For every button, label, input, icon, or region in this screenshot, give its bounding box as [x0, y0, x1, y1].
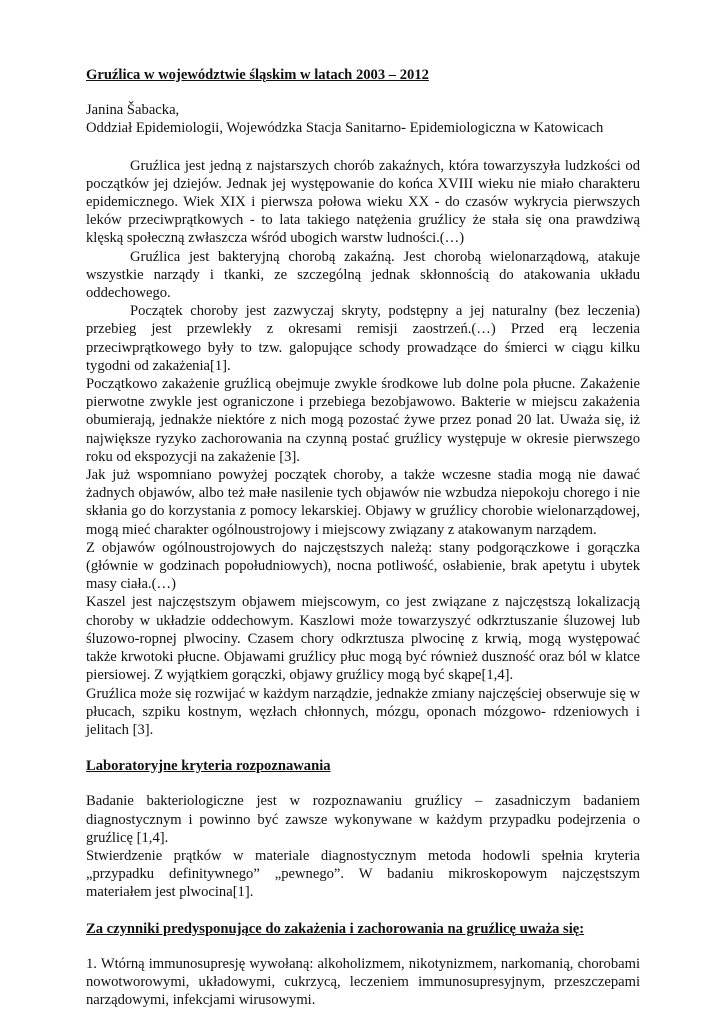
document-page	[86, 66, 640, 1009]
body-paragraph: Początkowo zakażenie gruźlicą obejmuje zwykle środkowe lub dolne pola płucne. Zakażenie pierwotne zwykle jest ograniczone i przebiega bezobjawowo. Bakterie w miejscu zakażenia obumierają, jednakże niektóre z nich mogą pozostać żywe przez ponad 20 lat. Uważa się, iż największe ryzyko zachorowania na czynną postać gruźlicy występuje w okresie pierwszego roku od ekspozycji na zakażenie [3].	[86, 376, 640, 465]
intro-paragraph: Gruźlica jest jedną z najstarszych chorób zakaźnych, która towarzyszyła ludzkości od początków jej dziejów. Jednak jej występowanie do końca XVIII wieku nie miało charakteru epidemicznego. Wiek XIX i pierwsza połowa wieku XX - do czasów wykrycia pierwszych leków przeciwprątkowych - to lata takiego natężenia gruźlicy że stała się ona prawdziwą klęską społeczną zwłaszcza wśród ubogich warstw ludności.(…)	[86, 157, 640, 247]
intro-paragraph: Początek choroby jest zazwyczaj skryty, podstępny a jej naturalny (bez leczenia) przebieg jest przewlekły z okresami remisji zaostrzeń.(…) Przed erą leczenia przeciwprątkowego były to tzw. galopujące schody prowadzące do śmierci w ciągu kilku tygodni od zakażenia[1].	[86, 303, 640, 374]
lab-paragraph: Stwierdzenie prątków w materiale diagnostycznym metoda hodowli spełnia kryteria „przypadku definitywnego” „pewnego”. W badaniu mikroskopowym najczęstszym materiałem jest plwocina[1].	[86, 847, 640, 901]
author-affiliation: Oddział Epidemiologii, Wojewódzka Stacja Sanitarno- Epidemiologiczna w Katowicach	[86, 120, 604, 137]
section-heading-lab-criteria: Laboratoryjne kryteria rozpoznawania	[86, 758, 331, 775]
body-paragraph: Z objawów ogólnoustrojowych do najczęstszych należą: stany podgorączkowe i gorączka (głównie w godzinach popołudniowych), nocna potliwość, osłabienie, brak apetytu i ubytek masy ciała.(…)	[86, 539, 640, 593]
document-title: Gruźlica w województwie śląskim w latach 2003 – 2012	[86, 67, 429, 83]
lab-paragraph: Badanie bakteriologiczne jest w rozpoznawaniu gruźlicy – zasadniczym badaniem diagnostycznym i powinno być zawsze wykonywane w każdym przypadku podejrzenia o gruźlicę [1,4].	[86, 793, 640, 846]
author-name: Janina Šabacka,	[86, 102, 180, 119]
intro-paragraph: Gruźlica jest bakteryjną chorobą zakaźną. Jest chorobą wielonarządową, atakuje wszystkie narządy i tkanki, ze szczególną jednak skłonnością do atakowania układu oddechowego.	[86, 248, 640, 302]
section-heading-risk-factors: Za czynniki predysponujące do zakażenia i zachorowania na gruźlicę uważa się:	[86, 920, 585, 937]
body-paragraph: Kaszel jest najczęstszym objawem miejscowym, co jest związane z najczęstszą lokalizacją choroby w układzie oddechowym. Kaszlowi może towarzyszyć odkrztuszanie śluzowej lub śluzowo-ropnej plwociny. Czasem chory odkrztusza plwocinę z krwią, mogą występować także krwotoki płucne. Objawami gruźlicy płuc mogą być również duszność oraz ból w klatce piersiowej. Z wyjątkiem gorączki, objawy gruźlicy mogą być skąpe[1,4].	[86, 594, 640, 684]
risk-factor-item: 1. Wtórną immunosupresję wywołaną: alkoholizmem, nikotynizmem, narkomanią, chorobami nowotworowymi, układowymi, cukrzycą, leczeniem immunosupresyjnym, przeszczepami narządowymi, infekcjami wirusowymi.	[86, 955, 640, 1009]
body-paragraph: Gruźlica może się rozwijać w każdym narządzie, jednakże zmiany najczęściej obserwuje się w płucach, szpiku kostnym, węzłach chłonnych, mózgu, oponach mózgowo- rdzeniowych i jelitach [3].	[86, 685, 640, 738]
body-paragraph: Jak już wspomniano powyżej początek choroby, a także wczesne stadia mogą nie dawać żadnych objawów, albo też małe nasilenie tych objawów nie wzbudza niepokoju chorego i nie skłania go do korzystania z pomocy lekarskiej. Objawy w gruźlicy chorobie wielonarządowej, mogą mieć charakter ogólnoustrojowy i miejscowy związany z atakowanym narządem.	[86, 467, 640, 538]
